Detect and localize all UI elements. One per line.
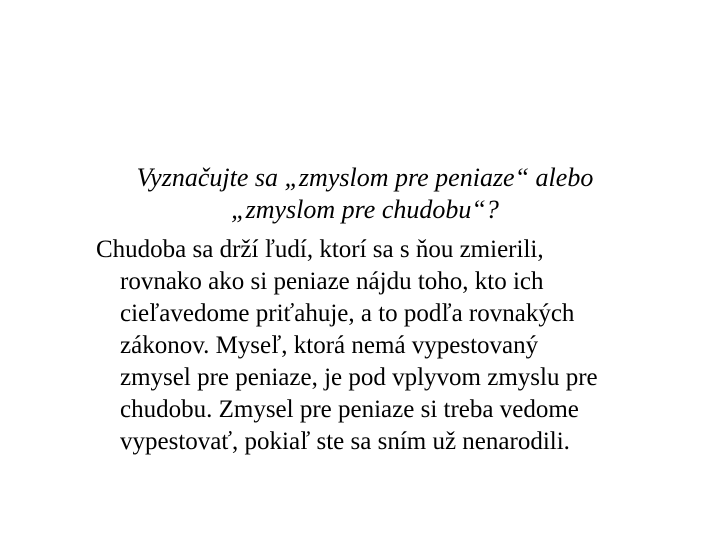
body-line: chudobu. Zmysel pre peniaze si treba vedome xyxy=(120,396,579,423)
slide-body-text xyxy=(96,234,696,458)
body-line: zákonov. Myseľ, ktorá nemá vypestovaný xyxy=(120,332,539,359)
body-line: zmysel pre peniaze, je pod vplyvom zmyslu pre xyxy=(120,364,598,391)
slide-title xyxy=(90,162,640,226)
title-line: Vyznačujte sa „zmyslom pre peniaze“ alebo xyxy=(136,163,594,192)
title-line: „zmyslom pre chudobu“? xyxy=(231,195,499,224)
body-line: cieľavedome priťahuje, a to podľa rovnakých xyxy=(120,300,575,327)
body-line: rovnako ako si peniaze nájdu toho, kto ich xyxy=(120,268,544,295)
body-line: vypestovať, pokiaľ ste sa sním už nenarodili. xyxy=(120,428,570,455)
body-line: Chudoba sa drží ľudí, ktorí sa s ňou zmierili, xyxy=(96,236,544,263)
